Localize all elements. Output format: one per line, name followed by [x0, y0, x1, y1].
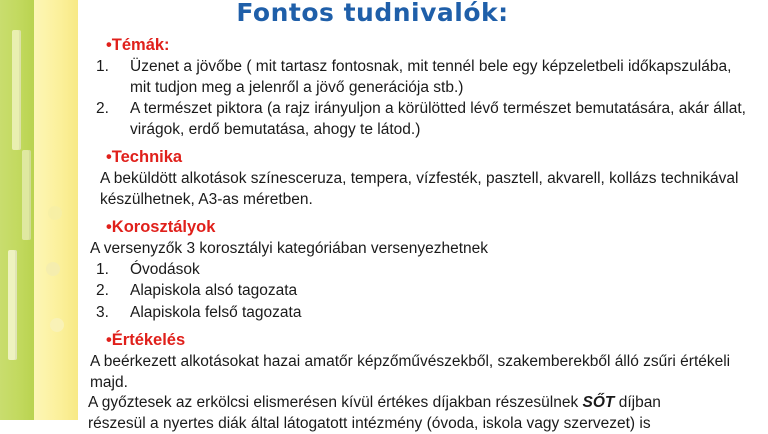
- list-item-number: 2.: [96, 281, 120, 302]
- list-item: [88, 303, 752, 324]
- section-heading-technika: •Technika: [88, 146, 752, 168]
- list-item: [88, 99, 752, 140]
- closing-text-line2: részesül a nyertes diák által látogatott intézmény (óvoda, iskola vagy szervezet) is: [88, 414, 752, 434]
- list-item: [88, 260, 752, 281]
- pencil-icon: [12, 30, 21, 150]
- section-heading-korosztalyok: •Korosztályok: [88, 216, 752, 238]
- list-item: [88, 57, 752, 98]
- section-paragraph-ertekeles: A beérkezett alkotásokat hazai amatőr képzőművészekből, szakemberekből álló zsűri értékeli majd.: [88, 352, 752, 393]
- list-item-number: 1.: [96, 57, 120, 78]
- circle-decoration-icon: [46, 262, 60, 276]
- page-title: Fontos tudnivalók:: [88, 0, 752, 28]
- closing-text-after: díjban: [614, 394, 661, 411]
- pencil-icon: [22, 150, 31, 240]
- circle-decoration-icon: [50, 318, 64, 332]
- section-paragraph-korosztalyok: A versenyzők 3 korosztályi kategóriában versenyezhetnek: [88, 239, 752, 260]
- list-korosztalyok: [88, 260, 752, 324]
- list-item-number: 3.: [96, 303, 120, 324]
- pencil-icon: [8, 250, 17, 360]
- section-paragraph-technika: A beküldött alkotások színesceruza, tempera, vízfesték, pasztell, akvarell, kollázs technikával készülhetnek, A3-as méretben.: [88, 169, 752, 210]
- list-item-text: Alapiskola alsó tagozata: [130, 282, 297, 299]
- list-temak: [88, 57, 752, 140]
- list-item-text: Üzenet a jövőbe ( mit tartasz fontosnak, mit tennél bele egy képzeletbeli időkapszulába, mit tudjon meg a jelenről a jövő generációja stb.): [130, 58, 731, 96]
- closing-paragraph: [88, 393, 752, 434]
- list-item-number: 2.: [96, 99, 120, 120]
- list-item-text: Óvodások: [130, 261, 200, 278]
- closing-emphasis: SŐT: [583, 394, 615, 411]
- list-item-text: A természet piktora (a rajz irányuljon a körülötted lévő természet bemutatására, akár állat, virágok, erdő bemutatása, ahogy te látod.): [130, 100, 746, 138]
- list-item-number: 1.: [96, 260, 120, 281]
- list-item-text: Alapiskola felső tagozata: [130, 304, 301, 321]
- closing-text-before: A győztesek az erkölcsi elismerésen kívül értékes díjakban részesülnek: [88, 394, 583, 411]
- document-content: [88, 0, 760, 420]
- circle-decoration-icon: [48, 206, 62, 220]
- decorative-white-gap: [78, 0, 88, 420]
- section-heading-ertekeles: •Értékelés: [88, 329, 752, 351]
- list-item: [88, 281, 752, 302]
- section-heading-temak: •Témák:: [88, 34, 752, 56]
